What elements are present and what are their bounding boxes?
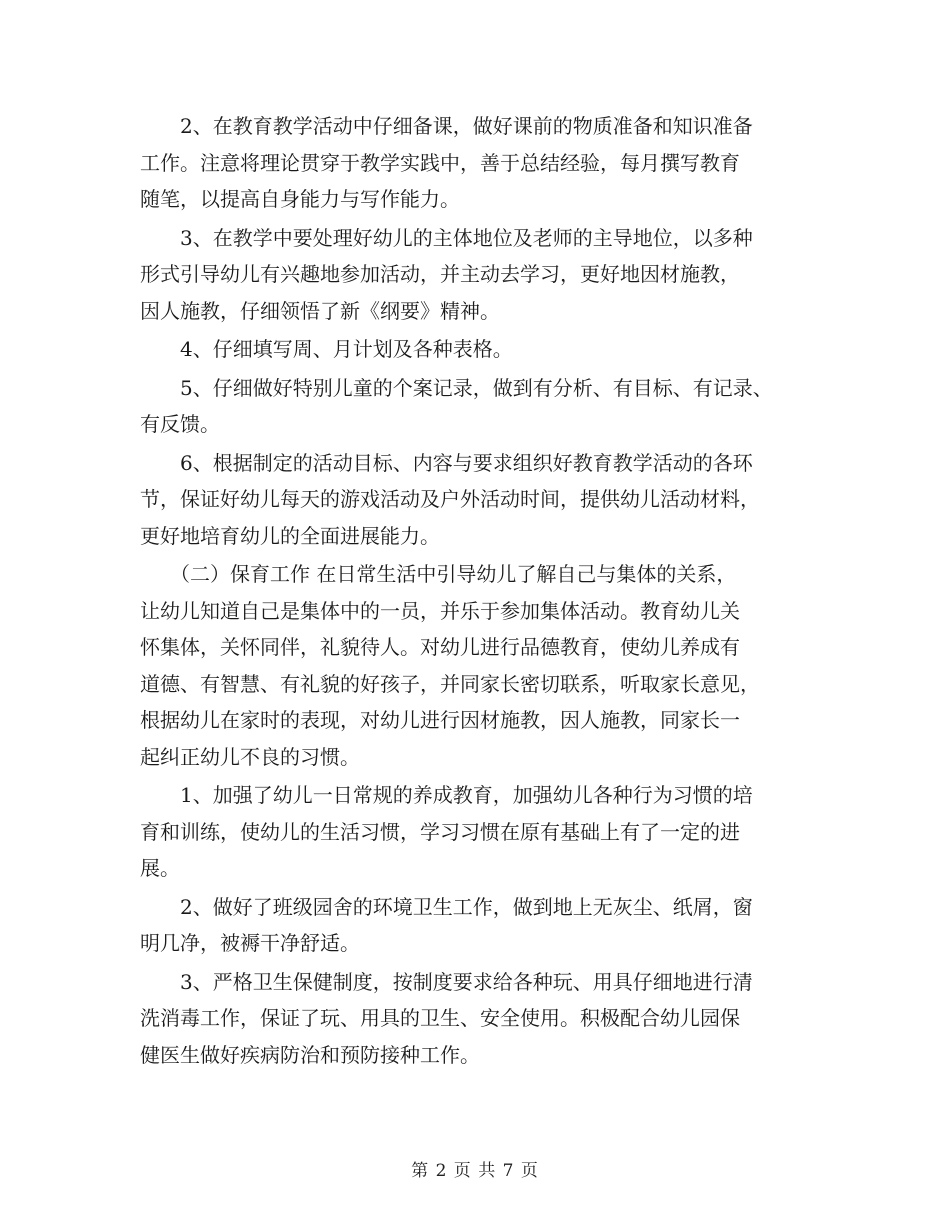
text-line: 1、加强了幼儿一日常规的养成教育，加强幼儿各种行为习惯的培 [140, 783, 753, 807]
paragraph-1-routine-habits [140, 777, 830, 887]
text-line: 4、仔细填写周、月计划及各种表格。 [140, 337, 513, 361]
paragraph-3-health-system [140, 964, 830, 1074]
document-body [140, 108, 830, 1075]
text-line: 健医生做好疾病防治和预防接种工作。 [140, 1042, 480, 1067]
text-line: 工作。注意将理论贯穿于教学实践中，善于总结经验，每月撰写教育 [140, 150, 740, 175]
text-line: 6、根据制定的活动目标、内容与要求组织好教育教学活动的各环 [140, 450, 753, 475]
text-line: 2、做好了班级园舍的环境卫生工作，做到地上无灰尘、纸屑，窗 [140, 894, 753, 919]
text-line: 随笔，以提高自身能力与写作能力。 [140, 187, 460, 211]
text-line: 让幼儿知道自己是集体中的一员，并乐于参加集体活动。教育幼儿关 [140, 598, 740, 623]
page-number-footer: 第 2 页 共 7 页 [411, 1161, 539, 1181]
text-line: 3、在教学中要处理好幼儿的主体地位及老师的主导地位，以多种 [140, 225, 753, 250]
text-line: 根据幼儿在家时的表现，对幼儿进行因材施教，因人施教，同家长一 [140, 708, 740, 732]
paragraph-2-lesson-prep [140, 108, 830, 218]
text-line: 育和训练，使幼儿的生活习惯，学习习惯在原有基础上有了一定的进 [140, 819, 740, 844]
text-line: 起纠正幼儿不良的习惯。 [140, 744, 360, 769]
paragraph-4-plans [140, 331, 830, 368]
text-line: 明几净，被褥干净舒适。 [140, 931, 360, 955]
text-line: 节，保证好幼儿每天的游戏活动及户外活动时间，提供幼儿活动材料， [140, 487, 760, 511]
text-line: 2、在教育教学活动中仔细备课，做好课前的物质准备和知识准备 [140, 114, 753, 138]
text-line: 5、仔细做好特别儿童的个案记录，做到有分析、有目标、有记录、 [140, 375, 773, 400]
text-line: 形式引导幼儿有兴趣地参加活动，并主动去学习，更好地因材施教， [140, 262, 740, 286]
text-line: 怀集体，关怀同伴，礼貌待人。对幼儿进行品德教育，使幼儿养成有 [140, 635, 740, 659]
paragraph-5-case-records [140, 370, 830, 443]
text-line: 洗消毒工作，保证了玩、用具的卫生、安全使用。积极配合幼儿园保 [140, 1006, 740, 1030]
text-line: 有反馈。 [140, 412, 220, 436]
text-line: 因人施教，仔细领悟了新《纲要》精神。 [140, 298, 500, 323]
paragraph-3-teaching-roles [140, 220, 830, 330]
paragraph-6-activities [140, 445, 830, 555]
text-line: 更好地培育幼儿的全面进展能力。 [140, 523, 440, 548]
paragraph-2-hygiene [140, 889, 830, 962]
text-line: 3、严格卫生保健制度，按制度要求给各种玩、用具仔细地进行清 [140, 969, 753, 994]
text-line: 道德、有智慧、有礼貌的好孩子，并同家长密切联系，听取家长意见， [140, 671, 760, 696]
text-line: 展。 [140, 856, 180, 880]
text-line: （二）保育工作 在日常生活中引导幼儿了解自己与集体的关系， [140, 562, 737, 586]
section-care-work [140, 556, 830, 775]
